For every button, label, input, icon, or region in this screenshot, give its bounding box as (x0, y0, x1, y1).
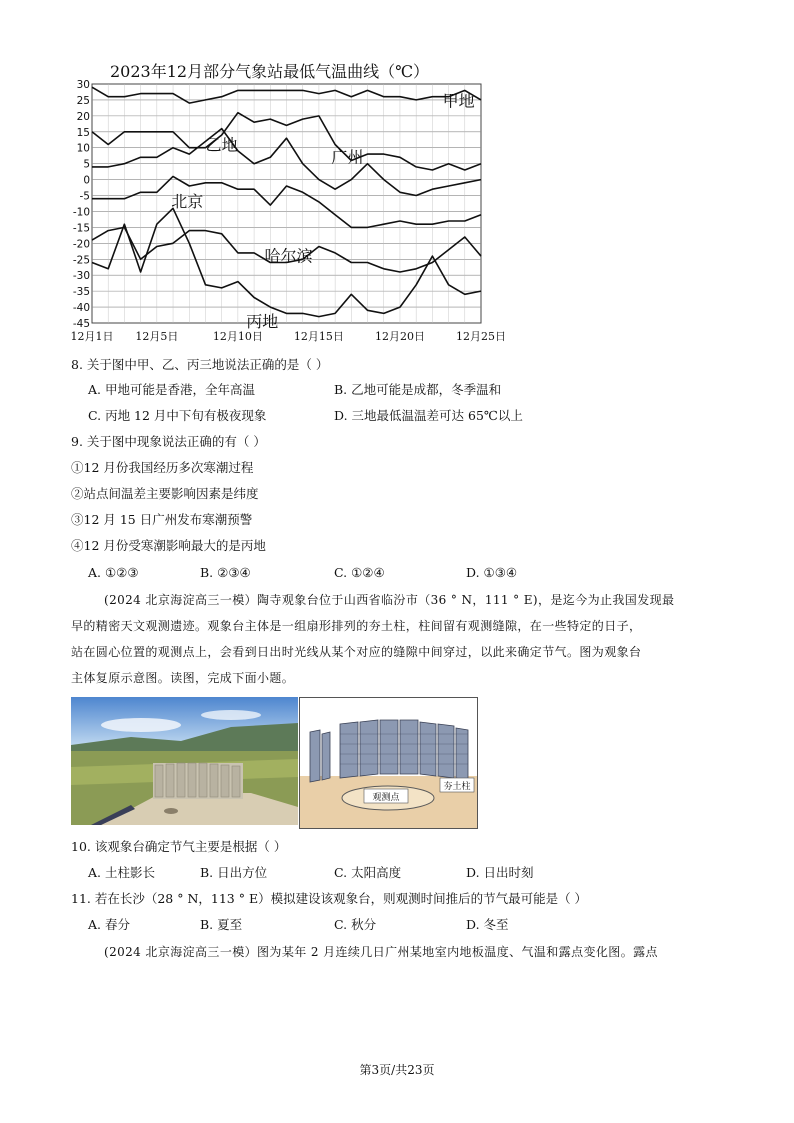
x-tick-label: 12月10日 (212, 330, 263, 343)
observatory-diagram (299, 697, 478, 829)
y-tick-label: -35 (72, 286, 90, 299)
series-label: 丙地 (246, 312, 279, 332)
q9-option-b: B. ②③④ (200, 565, 251, 580)
passage-line-3: 站在圆心位置的观测点上，会看到日出时光线从某个对应的缝隙中间穿过，以此来确定节气。图为观象台 (71, 645, 642, 659)
y-tick-label: 5 (83, 158, 90, 171)
passage-line-4: 主体复原示意图。读图，完成下面小题。 (71, 671, 295, 685)
series-label: 广州 (331, 147, 364, 167)
y-tick-label: -30 (72, 270, 90, 283)
series-label: 乙地 (205, 135, 238, 155)
x-tick-label: 12月15日 (293, 330, 344, 343)
y-tick-label: 10 (76, 142, 90, 155)
passage-line-2: 早的精密天文观测遗迹。观象台主体是一组扇形排列的夯土柱，柱间留有观测缝隙，在一些特定的日子， (71, 619, 642, 633)
y-tick-label: -45 (72, 318, 90, 330)
q9-statement-4: ④12 月份受寒潮影响最大的是丙地 (71, 538, 266, 553)
y-tick-label: -10 (72, 206, 90, 219)
y-tick-label: -5 (79, 190, 90, 203)
chart-svg (60, 56, 520, 348)
question-10: 10. 该观象台确定节气主要是根据（ ） (71, 839, 287, 854)
q10-option-d: D. 日出时刻 (466, 865, 534, 880)
passage-2: (2024 北京海淀高三一模）图为某年 2 月连续几日广州某地室内地板温度、气温和露点变化图。露点 (104, 945, 658, 959)
y-tick-label: 15 (76, 126, 90, 139)
page-number: 第3页/共23页 (359, 1063, 435, 1077)
q9-option-a: A. ①②③ (88, 565, 139, 580)
q9-option-c: C. ①②④ (334, 565, 385, 580)
y-tick-label: 20 (76, 110, 90, 123)
q11-option-c: C. 秋分 (334, 917, 377, 932)
q8-option-d: D. 三地最低温温差可达 65℃以上 (334, 408, 523, 423)
q11-option-a: A. 春分 (88, 917, 130, 932)
question-11: 11. 若在长沙（28 ° N，113 ° E）模拟建设该观象台，则观测时间推后的节气最可能是（ ） (71, 891, 588, 906)
q9-option-d: D. ①③④ (466, 565, 518, 580)
question-9: 9. 关于图中现象说法正确的有（ ） (71, 434, 266, 449)
series-label: 北京 (171, 191, 204, 211)
y-tick-label: -20 (72, 238, 90, 251)
y-tick-label: -15 (72, 222, 90, 235)
passage-line-1: (2024 北京海淀高三一模）陶寺观象台位于山西省临汾市（36 ° N，111 ° E)，是迄今为止我国发现最 (104, 593, 675, 607)
q9-statement-2: ②站点间温差主要影响因素是纬度 (71, 486, 259, 501)
y-tick-label: -25 (72, 254, 90, 267)
q10-option-b: B. 日出方位 (200, 865, 268, 880)
observatory-photo (71, 697, 298, 825)
q9-statement-1: ①12 月份我国经历多次寒潮过程 (71, 460, 254, 475)
q8-option-a: A. 甲地可能是香港，全年高温 (88, 382, 255, 397)
y-tick-label: 0 (83, 174, 90, 187)
observation-point-label: 观测点 (372, 793, 400, 803)
q11-option-b: B. 夏至 (200, 917, 243, 932)
q10-option-a: A. 土柱影长 (88, 865, 155, 880)
y-tick-label: 30 (76, 79, 90, 91)
x-tick-label: 12月5日 (135, 330, 179, 343)
question-8: 8. 关于图中甲、乙、丙三地说法正确的是（ ） (71, 357, 329, 372)
q8-option-b: B. 乙地可能是成都，冬季温和 (334, 382, 502, 397)
y-tick-label: -40 (72, 302, 90, 315)
y-tick-label: 25 (76, 94, 90, 107)
q8-option-c: C. 丙地 12 月中下旬有极夜现象 (88, 408, 267, 423)
x-tick-label: 12月20日 (374, 330, 425, 343)
q10-option-c: C. 太阳高度 (334, 865, 402, 880)
x-tick-label: 12月25日 (456, 330, 506, 343)
series-label: 哈尔滨 (264, 246, 313, 266)
q11-option-d: D. 冬至 (466, 917, 509, 932)
rammed-earth-column-label: 夯土柱 (443, 782, 471, 792)
q9-statement-3: ③12 月 15 日广州发布寒潮预警 (71, 512, 253, 527)
series-label: 甲地 (442, 91, 475, 111)
x-tick-label: 12月1日 (70, 330, 114, 343)
temperature-chart (60, 56, 520, 348)
chart-title: 2023年12月部分气象站最低气温曲线（℃） (110, 62, 429, 81)
